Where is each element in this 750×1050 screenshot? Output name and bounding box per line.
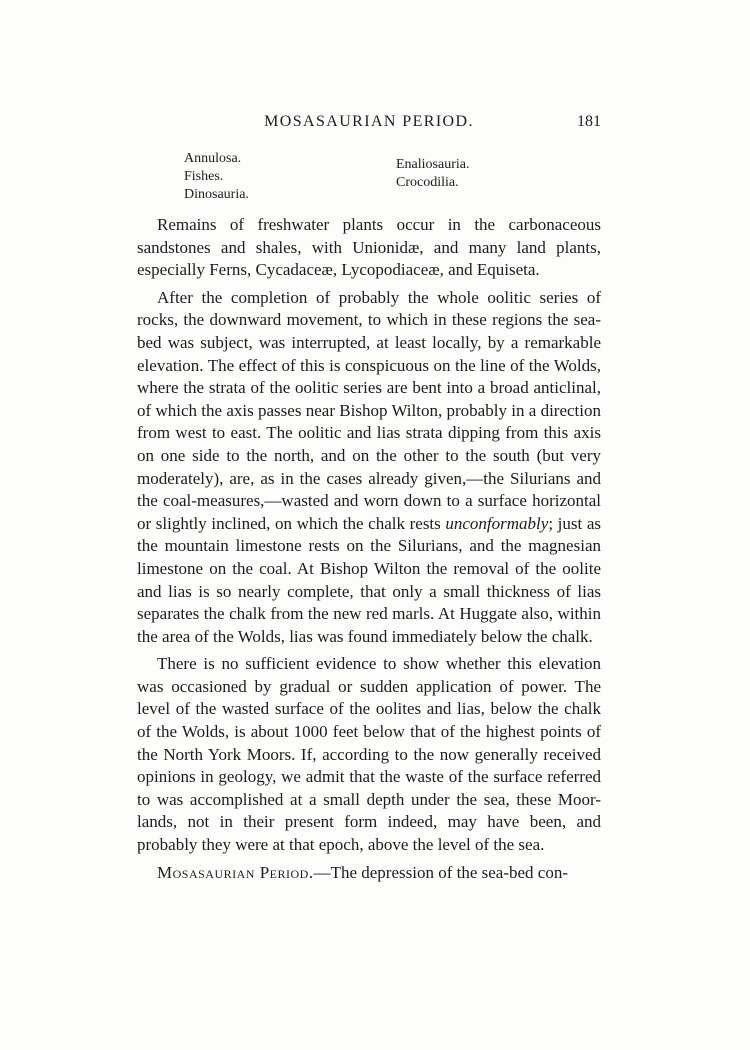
taxa-item: Dinosauria. [184, 187, 249, 202]
taxa-item: Fishes. [184, 169, 224, 184]
taxa-left-column [184, 150, 249, 204]
taxa-item: Enaliosauria. [396, 157, 470, 172]
paragraph-text: Remains of freshwater plants occur in the carbonaceous sandstones and shales, with Unionidæ, and many land plants, especially Ferns, Cycadaceæ, Lycopodiaceæ, and Equiseta. [137, 215, 601, 280]
page-header [137, 113, 601, 137]
paragraph-oolitic-elevation [137, 287, 601, 649]
paragraph-text: —The depression of the sea-bed con- [313, 862, 569, 882]
body-text [137, 214, 601, 889]
paragraph-text: There is no sufficient evidence to show whether this elevation was occasioned by gradual or sudden application of power. The level of the wasted surface of the oolites and lias, below the chalk of the Wolds, is about 1000 feet below that of the highest points of the North York Moors. If, according to the now generally received opinions in geology, we admit that the waste of the surface referred to was accomplished at a small depth under the sea, these Moor-lands, not in their present form indeed, may have been, and probably they were at that epoch, above the level of the sea. [137, 654, 601, 855]
page-number: 181 [577, 113, 601, 130]
paragraph-mosasaurian-period [137, 862, 601, 885]
taxa-item: Crocodilia. [396, 175, 459, 190]
paragraph-elevation-evidence [137, 653, 601, 856]
section-heading: Mosasaurian Period. [157, 862, 314, 882]
taxa-item: Annulosa. [184, 151, 242, 166]
paragraph-text: ; just as the mountain limestone rests on the Silurians, and the magnesian limestone on the coal. At Bishop Wilton the removal of the oolite and lias is so nearly complete, that only a small thickness of lias separates the chalk from the new red marls. At Huggate also, within the area of the Wolds, lias was found immediately below the chalk. [137, 513, 602, 646]
taxa-right-column [396, 156, 469, 192]
paragraph-text: After the completion of probably the whole oolitic series of rocks, the downward movement, to which in these regions the sea-bed was subject, was interrupted, at least locally, by a remarkable elevation. The effect of this is conspicuous on the line of the Wolds, where the strata of the oolitic series are bent into a broad anticlinal, of which the axis passes near Bishop Wilton, probably in a direction from west to east. The oolitic and lias strata dipping from this axis on one side to the north, and on the other to the south (but very moderately), are, as in the cases already given,—the Silurians and the coal-measures,—wasted and worn down to a surface horizontal or slightly inclined, on which the chalk rests [137, 287, 601, 533]
emphasized-term: unconformably [445, 513, 549, 533]
paragraph-freshwater-plants [137, 214, 601, 282]
running-head: MOSASAURIAN PERIOD. [264, 113, 474, 130]
